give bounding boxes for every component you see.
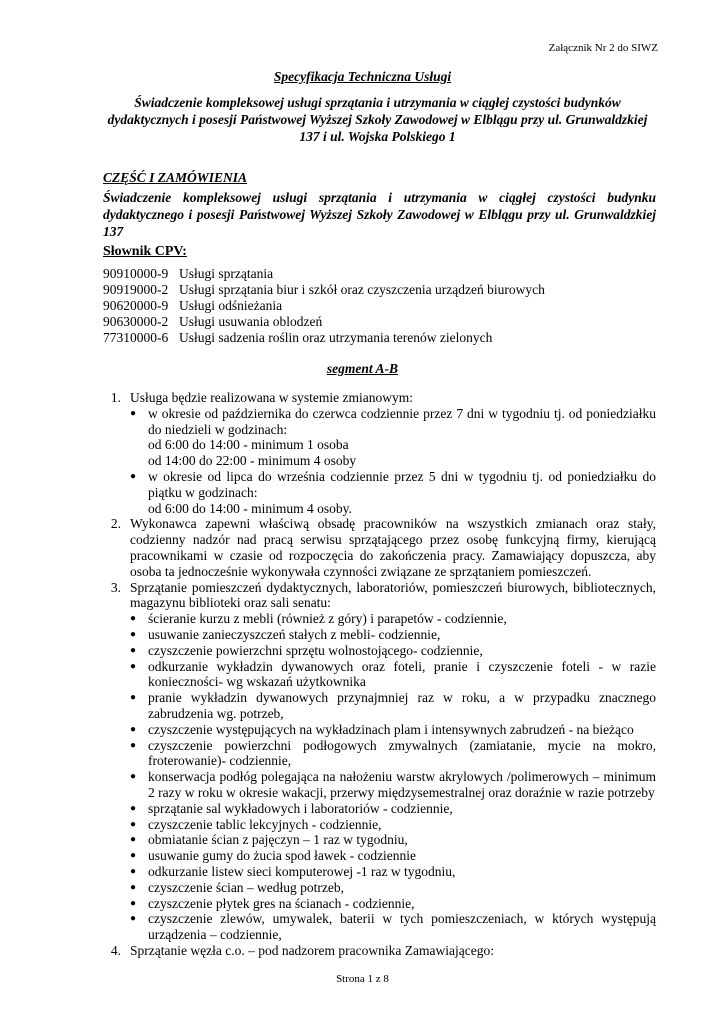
cpv-label: Usługi odśnieżania: [179, 298, 283, 313]
item-text: Sprzątanie pomieszczeń dydaktycznych, laboratoriów, pomieszczeń biurowych, bibliotecznych, magazynu biblioteki oraz sali senatu:: [130, 579, 656, 611]
bullet-icon: ●: [130, 865, 137, 877]
item-number: 3.: [110, 579, 121, 595]
bullet-item: [103, 817, 656, 833]
item-text: Wykonawca zapewni właściwą obsadę pracowników na wszystkich zmianach oraz stały, codzienny nadzór nad pracą serwisu sprzątającego przez osobę funkcyjną firmy, kierującą pracownikami w czasie od rozpoczęcia do zakończenia pracy. Zamawiający dopuszcza, aby osoba ta jednocześnie wykonywała czynności związane ze sprzątaniem pomieszczeń.: [130, 516, 656, 579]
bullet-item: [103, 406, 656, 438]
cpv-label: Usługi usuwania oblodzeń: [179, 314, 323, 329]
bullet-text: pranie wykładzin dywanowych przynajmniej raz w roku, a w przypadku znacznego zabrudzenia wg. potrzeb,: [148, 690, 656, 721]
bullet-text: usuwanie gumy do żucia spod ławek - codziennie: [148, 848, 417, 864]
bullet-icon: ●: [130, 802, 137, 814]
bullet-text: usuwanie zanieczyszczeń stałych z mebli- codziennie,: [148, 626, 441, 642]
cpv-row: [103, 282, 663, 298]
page-number: Strona 1 z 8: [336, 973, 389, 985]
bullet-text: czyszczenie płytek gres na ścianach - codziennie,: [148, 895, 415, 911]
bullet-text: czyszczenie powierzchni podłogowych zmywalnych (zamiatanie, mycie na mokro, froterowanie)- codziennie,: [148, 737, 656, 769]
document-title: Specyfikacja Techniczna Usługi: [273, 69, 452, 84]
cpv-code: 90630000-2: [103, 314, 169, 329]
schedule-line: od 6:00 do 14:00 - minimum 1 osoba: [148, 437, 349, 453]
annex-label: Załącznik Nr 2 do SIWZ: [548, 42, 658, 54]
item-number: 1.: [110, 390, 121, 405]
bullet-text: czyszczenie zlewów, umywalek, baterii w tych pomieszczeniach, w których występują urządzenia – codziennie,: [148, 911, 656, 943]
cpv-code: 77310000-6: [103, 330, 169, 345]
bullet-item: [103, 896, 656, 912]
list-item: [103, 390, 656, 406]
bullet-item: [103, 469, 656, 501]
cpv-row: [103, 330, 663, 346]
bullet-text: w okresie od października do czerwca codziennie przez 7 dni w tygodniu tj. od poniedziałku do niedzieli w godzinach:: [148, 405, 656, 437]
segment-heading: segment A-B: [326, 361, 399, 376]
cpv-heading: Słownik CPV:: [103, 244, 187, 259]
bullet-icon: ●: [130, 628, 137, 640]
bullet-item: [103, 832, 656, 848]
part-description: Świadczenie kompleksowej usługi sprzątania i utrzymania w ciągłej czystości budynku dydaktycznego i posesji Państwowej Wyższej Szkoły Zawodowej w Elblągu przy ul. Grunwaldzkiej 137: [103, 190, 656, 239]
list-item: [103, 580, 656, 612]
cpv-row: [103, 266, 663, 282]
bullet-item: [103, 738, 656, 770]
item-text: Usługa będzie realizowana w systemie zmianowym:: [130, 390, 414, 405]
bullet-icon: ●: [130, 850, 137, 862]
document-subtitle: Świadczenie kompleksowej usługi sprzątania i utrzymania w ciągłej czystości budynków dydaktycznych i posesji Państwowej Wyższej Szkoły Zawodowej w Elblągu przy ul. Grunwaldzkiej 137 i ul. Wojska Polskiego 1: [107, 95, 648, 144]
bullet-item: [103, 880, 656, 896]
bullet-icon: ●: [130, 881, 137, 893]
bullet-item: [103, 864, 656, 880]
bullet-text: ścieranie kurzu z mebli (również z góry) i parapetów - codziennie,: [148, 611, 507, 627]
requirements-list: [103, 390, 656, 959]
bullet-item: [103, 848, 656, 864]
bullet-item: [103, 722, 656, 738]
bullet-text: czyszczenie występujących na wykładzinach plam i intensywnych zabrudzeń - na bieżąco: [148, 721, 634, 737]
cpv-code: 90919000-2: [103, 282, 169, 297]
cpv-list: [103, 266, 663, 346]
bullet-text: sprzątanie sal wykładowych i laboratoriów - codziennie,: [148, 800, 453, 816]
bullet-item: [103, 769, 656, 801]
cpv-label: Usługi sprzątania biur i szkół oraz czyszczenia urządzeń biurowych: [179, 282, 545, 297]
cpv-label: Usługi sadzenia roślin oraz utrzymania terenów zielonych: [179, 330, 493, 345]
item-number: 4.: [110, 942, 121, 958]
bullet-icon: ●: [130, 739, 137, 751]
bullet-text: czyszczenie tablic lekcyjnych - codziennie,: [148, 816, 382, 832]
bullet-icon: ●: [130, 834, 137, 846]
schedule-line: od 14:00 do 22:00 - minimum 4 osoby: [148, 453, 357, 469]
bullet-text: konserwacja podłóg polegająca na nałożeniu warstw akrylowych /polimerowych – minimum 2 razy w roku w okresie wakacji, przerwy międzysemestralnej oraz doraźnie w razie potrzeby: [148, 769, 656, 800]
bullet-item: [103, 690, 656, 722]
bullet-icon: ●: [130, 913, 137, 925]
bullet-icon: ●: [130, 818, 137, 830]
bullet-item: [103, 659, 656, 691]
bullet-icon: ●: [130, 613, 137, 625]
bullet-icon: ●: [130, 897, 137, 909]
bullet-item: [103, 801, 656, 817]
list-item: [103, 943, 656, 959]
bullet-icon: ●: [130, 407, 137, 419]
bullet-text: odkurzanie listew sieci komputerowej -1 raz w tygodniu,: [148, 863, 456, 879]
cpv-row: [103, 314, 663, 330]
bullet-text: czyszczenie ścian – według potrzeb,: [148, 879, 345, 895]
part-heading: CZĘŚĆ I ZAMÓWIENIA: [103, 170, 248, 185]
bullet-item: [103, 627, 656, 643]
cpv-code: 90620000-9: [103, 298, 169, 313]
cpv-row: [103, 298, 663, 314]
item-text: Sprzątanie węzła c.o. – pod nadzorem pracownika Zamawiającego:: [130, 942, 494, 958]
bullet-text: odkurzanie wykładzin dywanowych oraz foteli, pranie i czyszczenie foteli - w razie konieczności- wg wskazań użytkownika: [148, 658, 656, 690]
bullet-icon: ●: [130, 470, 137, 482]
list-item: [103, 516, 656, 579]
bullet-item: [103, 643, 656, 659]
item-number: 2.: [110, 516, 121, 532]
bullet-text: obmiatanie ścian z pajęczyn – 1 raz w tygodniu,: [148, 832, 408, 848]
bullet-icon: ●: [130, 692, 137, 704]
bullet-item: [103, 611, 656, 627]
bullet-text: czyszczenie powierzchni sprzętu wolnostojącego- codziennie,: [148, 642, 483, 658]
cpv-code: 90910000-9: [103, 266, 169, 281]
schedule-line: od 6:00 do 14:00 - minimum 4 osoby.: [148, 500, 352, 516]
cpv-label: Usługi sprzątania: [179, 266, 274, 281]
bullet-icon: ●: [130, 644, 137, 656]
bullet-icon: ●: [130, 723, 137, 735]
bullet-icon: ●: [130, 660, 137, 672]
bullet-icon: ●: [130, 771, 137, 783]
bullet-text: w okresie od lipca do września codziennie przez 5 dni w tygodniu tj. od poniedziałku do piątku w godzinach:: [148, 468, 656, 500]
bullet-item: [103, 911, 656, 943]
